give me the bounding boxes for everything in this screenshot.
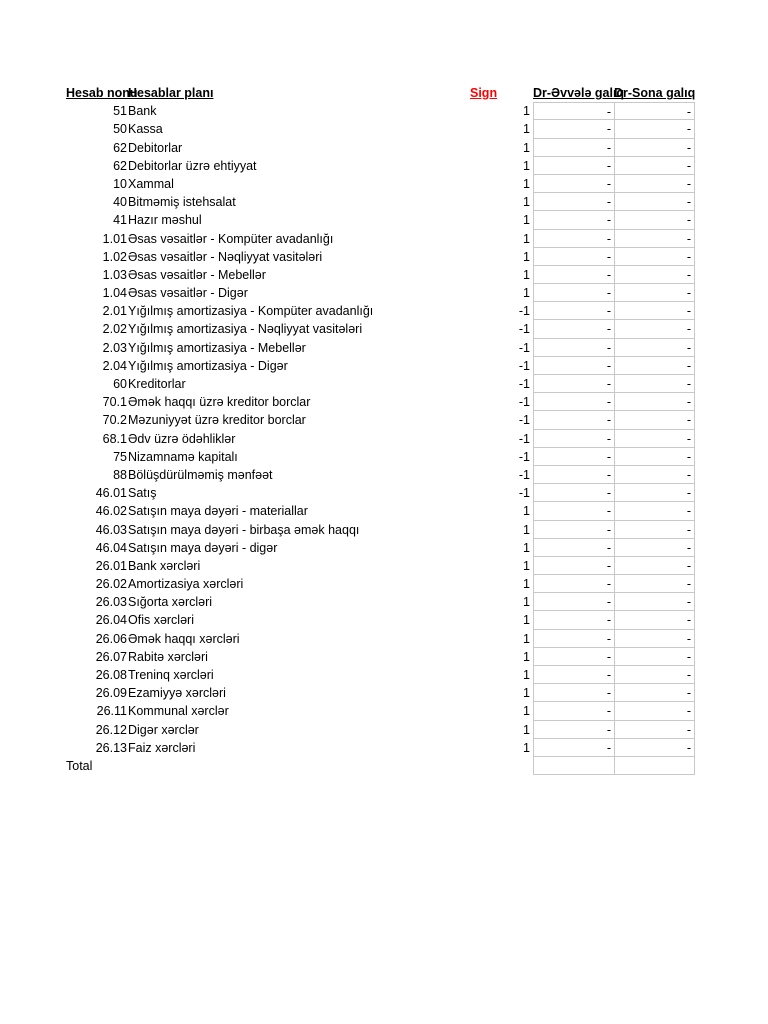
sign-cell[interactable]: 1	[523, 558, 530, 573]
total-dr-opening[interactable]	[533, 757, 614, 775]
table-row	[0, 193, 768, 211]
account-code-cell[interactable]: 41	[113, 213, 127, 228]
dr-opening-cell[interactable]: -	[533, 102, 614, 120]
table-row	[0, 139, 768, 157]
account-name-cell[interactable]: Əmək haqqı üzrə kreditor borclar	[128, 395, 311, 410]
account-name-cell[interactable]: Məzuniyyət üzrə kreditor borclar	[128, 413, 306, 428]
dr-closing-cell[interactable]: -	[614, 611, 695, 629]
dr-opening-cell[interactable]: -	[533, 539, 614, 557]
account-name-cell[interactable]: Yığılmış amortizasiya - Kompüter avadanlığı	[128, 304, 374, 319]
sign-cell[interactable]: 1	[523, 613, 530, 628]
account-code-cell[interactable]: 26.06	[95, 631, 127, 646]
account-name-cell[interactable]: Kassa	[128, 122, 163, 137]
account-name-cell[interactable]: Bitməmiş istehsalat	[128, 195, 236, 210]
table-row	[0, 557, 768, 575]
sign-cell[interactable]: -1	[518, 486, 530, 501]
table-row	[0, 320, 768, 338]
dr-opening-cell[interactable]: -	[533, 666, 614, 684]
table-row	[0, 120, 768, 138]
account-code-cell[interactable]: 26.09	[95, 686, 127, 701]
account-name-cell[interactable]: Kommunal xərclər	[128, 704, 229, 719]
account-code-cell[interactable]: 1.04	[102, 286, 127, 301]
sign-cell[interactable]: 1	[523, 540, 530, 555]
account-name-cell[interactable]: Xammal	[128, 176, 174, 191]
total-label[interactable]: Total	[66, 758, 93, 773]
account-name-cell[interactable]: Bölüşdürülməmiş mənfəət	[128, 467, 273, 482]
account-code-cell[interactable]: 26.02	[95, 577, 127, 592]
table-row	[0, 157, 768, 175]
sign-cell[interactable]: -1	[518, 377, 530, 391]
dr-closing-cell[interactable]: -	[614, 630, 695, 648]
account-name-cell[interactable]: Əsas vəsaitlər - Kompüter avadanlığı	[128, 231, 334, 246]
table-row	[0, 430, 768, 448]
sign-cell[interactable]: 1	[523, 577, 530, 592]
sign-cell[interactable]: 1	[523, 140, 530, 155]
dr-opening-cell[interactable]: -	[533, 702, 614, 720]
sign-cell[interactable]: 1	[523, 704, 530, 719]
header-account-number[interactable]: Hesab nonu	[66, 86, 138, 100]
dr-closing-cell[interactable]: -	[614, 320, 695, 338]
table-row	[0, 248, 768, 266]
account-name-cell[interactable]: Əsas vəsaitlər - Nəqliyyat vasitələri	[128, 249, 323, 264]
account-code-cell[interactable]: 26.04	[95, 613, 127, 628]
sign-cell[interactable]: 1	[523, 231, 530, 246]
account-name-cell[interactable]: Ezamiyyə xərcləri	[128, 686, 226, 701]
header-row	[0, 84, 768, 102]
dr-opening-cell[interactable]: -	[533, 266, 614, 284]
sign-cell[interactable]: 1	[523, 286, 530, 301]
dr-opening-cell[interactable]: -	[533, 466, 614, 484]
sign-cell[interactable]: -1	[518, 340, 530, 355]
total-dr-closing[interactable]	[614, 757, 695, 775]
dr-opening-cell[interactable]: -	[533, 557, 614, 575]
account-code-cell[interactable]: 88	[113, 467, 127, 482]
dr-closing-cell[interactable]: -	[614, 539, 695, 557]
dr-closing-cell[interactable]: -	[614, 702, 695, 720]
account-code-cell[interactable]: 1.03	[102, 267, 127, 282]
account-name-cell[interactable]: Əmək haqqı xərcləri	[128, 631, 240, 646]
table-row	[0, 230, 768, 248]
spreadsheet	[0, 84, 768, 775]
account-code-cell[interactable]: 2.01	[102, 304, 127, 319]
table-row	[0, 448, 768, 466]
table-row	[0, 648, 768, 666]
account-name-cell[interactable]: Bank xərcləri	[128, 558, 201, 573]
account-code-cell[interactable]: 26.07	[95, 649, 127, 664]
table-row	[0, 721, 768, 739]
account-name-cell[interactable]: Faiz xərcləri	[128, 740, 196, 755]
account-name-cell[interactable]: Amortizasiya xərcləri	[128, 577, 244, 592]
sign-cell[interactable]: 1	[523, 267, 530, 282]
dr-closing-cell[interactable]: -	[614, 648, 695, 666]
dr-closing-cell[interactable]: -	[614, 211, 695, 229]
dr-opening-cell[interactable]: -	[533, 593, 614, 611]
dr-closing-cell[interactable]: -	[614, 175, 695, 193]
account-code-cell[interactable]: 62	[113, 158, 127, 173]
sign-cell[interactable]: -1	[518, 413, 530, 428]
account-code-cell[interactable]: 26.11	[96, 704, 127, 719]
dr-closing-cell[interactable]: -	[614, 666, 695, 684]
dr-closing-cell[interactable]: -	[614, 375, 695, 393]
account-code-cell[interactable]: 68.1	[102, 431, 127, 446]
account-code-cell[interactable]: 1.01	[102, 231, 127, 246]
account-code-cell[interactable]: 26.03	[95, 595, 127, 610]
dr-opening-cell[interactable]: -	[533, 739, 614, 757]
account-name-cell[interactable]: Sığorta xərcləri	[128, 595, 213, 610]
dr-closing-cell[interactable]: -	[614, 557, 695, 575]
account-name-cell[interactable]: Yığılmış amortizasiya - Digər	[128, 358, 288, 373]
dr-closing-cell[interactable]: -	[614, 230, 695, 248]
dr-closing-cell[interactable]: -	[614, 139, 695, 157]
dr-opening-cell[interactable]: -	[533, 411, 614, 429]
account-code-cell[interactable]: 70.2	[102, 413, 127, 428]
sign-cell[interactable]: -1	[518, 358, 530, 373]
dr-closing-cell[interactable]: -	[614, 266, 695, 284]
sign-cell[interactable]: -1	[518, 449, 530, 464]
account-code-cell[interactable]: 10	[113, 176, 127, 191]
sign-cell[interactable]: 1	[523, 104, 530, 119]
table-row	[0, 102, 768, 120]
account-name-cell[interactable]: Satış	[128, 486, 157, 501]
sign-cell[interactable]: -1	[518, 431, 530, 446]
dr-opening-cell[interactable]: -	[533, 193, 614, 211]
dr-opening-cell[interactable]: -	[533, 139, 614, 157]
table-row	[0, 739, 768, 757]
account-name-cell[interactable]: Rabitə xərcləri	[128, 649, 208, 664]
dr-closing-cell[interactable]: -	[614, 575, 695, 593]
sign-cell[interactable]: 1	[523, 122, 530, 137]
dr-closing-cell[interactable]: -	[614, 593, 695, 611]
table-row	[0, 611, 768, 629]
dr-closing-cell[interactable]: -	[614, 302, 695, 320]
dr-opening-cell[interactable]: -	[533, 284, 614, 302]
account-code-cell[interactable]: 1.02	[102, 249, 127, 264]
sign-cell[interactable]: -1	[518, 467, 530, 482]
sign-cell[interactable]: 1	[523, 249, 530, 264]
dr-closing-cell[interactable]: -	[614, 339, 695, 357]
dr-opening-cell[interactable]: -	[533, 721, 614, 739]
account-name-cell[interactable]: Ofis xərcləri	[128, 613, 194, 628]
sign-cell[interactable]: 1	[523, 213, 530, 228]
table-row	[0, 666, 768, 684]
account-code-cell[interactable]: 2.03	[102, 340, 127, 355]
dr-closing-cell[interactable]: -	[614, 411, 695, 429]
table-row	[0, 211, 768, 229]
dr-opening-cell[interactable]: -	[533, 430, 614, 448]
dr-closing-cell[interactable]: -	[614, 120, 695, 138]
account-name-cell[interactable]: Yığılmış amortizasiya - Mebellər	[128, 340, 306, 355]
account-code-cell[interactable]: 46.03	[95, 522, 127, 537]
dr-closing-cell[interactable]: -	[614, 502, 695, 520]
account-code-cell[interactable]: 26.01	[95, 558, 127, 573]
sign-cell[interactable]: 1	[523, 522, 530, 537]
dr-opening-cell[interactable]: -	[533, 648, 614, 666]
account-code-cell[interactable]: 46.02	[95, 504, 127, 519]
account-name-cell[interactable]: Yığılmış amortizasiya - Nəqliyyat vasitələri	[128, 322, 363, 337]
account-code-cell[interactable]: 60	[113, 377, 127, 391]
account-name-cell[interactable]: Kreditorlar	[128, 377, 186, 391]
dr-closing-cell[interactable]: -	[614, 248, 695, 266]
total-row	[0, 757, 768, 775]
dr-opening-cell[interactable]: -	[533, 484, 614, 502]
dr-opening-cell[interactable]: -	[533, 630, 614, 648]
account-code-cell[interactable]: 46.04	[95, 540, 127, 555]
table-row	[0, 484, 768, 502]
account-name-cell[interactable]: Debitorlar	[128, 140, 183, 155]
account-code-cell[interactable]: 62	[113, 140, 127, 155]
sign-cell[interactable]: 1	[523, 649, 530, 664]
dr-opening-cell[interactable]: -	[533, 339, 614, 357]
table-row	[0, 339, 768, 357]
dr-opening-cell[interactable]: -	[533, 211, 614, 229]
dr-opening-cell[interactable]: -	[533, 230, 614, 248]
table-row	[0, 593, 768, 611]
account-name-cell[interactable]: Satışın maya dəyəri - birbaşa əmək haqqı	[128, 522, 360, 537]
dr-opening-cell[interactable]: -	[533, 611, 614, 629]
dr-closing-cell[interactable]: -	[614, 466, 695, 484]
account-name-cell[interactable]: Nizamnamə kapitalı	[128, 449, 238, 464]
account-code-cell[interactable]: 2.04	[102, 358, 127, 373]
dr-opening-cell[interactable]: -	[533, 320, 614, 338]
table-row	[0, 357, 768, 375]
table-row	[0, 175, 768, 193]
table-row	[0, 630, 768, 648]
account-name-cell[interactable]: Ədv üzrə ödəhliklər	[128, 431, 236, 446]
sign-cell[interactable]: 1	[523, 504, 530, 519]
dr-closing-cell[interactable]: -	[614, 739, 695, 757]
sign-cell[interactable]: 1	[523, 595, 530, 610]
dr-opening-cell[interactable]: -	[533, 448, 614, 466]
account-name-cell[interactable]: Bank	[128, 104, 157, 119]
account-code-cell[interactable]: 26.13	[95, 740, 127, 755]
table-row	[0, 521, 768, 539]
dr-closing-cell[interactable]: -	[614, 721, 695, 739]
table-row	[0, 684, 768, 702]
account-name-cell[interactable]: Hazır məshul	[128, 213, 202, 228]
dr-closing-cell[interactable]: -	[614, 284, 695, 302]
account-name-cell[interactable]: Satışın maya dəyəri - digər	[128, 540, 278, 555]
dr-opening-cell[interactable]: -	[533, 120, 614, 138]
sign-cell[interactable]: 1	[523, 740, 530, 755]
table-row	[0, 539, 768, 557]
dr-closing-cell[interactable]: -	[614, 684, 695, 702]
table-row	[0, 575, 768, 593]
dr-closing-cell[interactable]: -	[614, 193, 695, 211]
header-dr-opening[interactable]: Dr-Əvvələ galıq	[533, 86, 625, 100]
account-code-cell[interactable]: 2.02	[102, 322, 127, 337]
dr-closing-cell[interactable]: -	[614, 484, 695, 502]
dr-opening-cell[interactable]: -	[533, 357, 614, 375]
account-code-cell[interactable]: 70.1	[102, 395, 127, 410]
account-rows	[0, 102, 768, 757]
dr-closing-cell[interactable]: -	[614, 448, 695, 466]
table-row	[0, 393, 768, 411]
sign-cell[interactable]: -1	[518, 395, 530, 410]
dr-opening-cell[interactable]: -	[533, 248, 614, 266]
sign-cell[interactable]: -1	[518, 304, 530, 319]
dr-opening-cell[interactable]: -	[533, 502, 614, 520]
account-code-cell[interactable]: 40	[113, 195, 127, 210]
account-name-cell[interactable]: Treninq xərcləri	[128, 668, 214, 682]
table-row	[0, 466, 768, 484]
dr-opening-cell[interactable]: -	[533, 157, 614, 175]
account-code-cell[interactable]: 46.01	[95, 486, 127, 501]
header-dr-closing[interactable]: Dr-Sona galıq	[614, 86, 696, 100]
sign-cell[interactable]: 1	[523, 631, 530, 646]
dr-closing-cell[interactable]: -	[614, 157, 695, 175]
sign-cell[interactable]: 1	[523, 668, 530, 682]
dr-closing-cell[interactable]: -	[614, 430, 695, 448]
account-code-cell[interactable]: 51	[113, 104, 127, 119]
sign-cell[interactable]: 1	[523, 195, 530, 210]
dr-opening-cell[interactable]: -	[533, 521, 614, 539]
dr-opening-cell[interactable]: -	[533, 175, 614, 193]
header-account-plan[interactable]: Hesablar planı	[128, 86, 214, 100]
header-sign[interactable]: Sign	[470, 86, 498, 100]
sign-cell[interactable]: 1	[523, 176, 530, 191]
dr-closing-cell[interactable]: -	[614, 521, 695, 539]
account-name-cell[interactable]: Digər xərclər	[128, 722, 199, 737]
account-code-cell[interactable]: 50	[113, 122, 127, 137]
sign-cell[interactable]: 1	[523, 722, 530, 737]
dr-opening-cell[interactable]: -	[533, 684, 614, 702]
sign-cell[interactable]: -1	[518, 322, 530, 337]
sign-cell[interactable]: 1	[523, 158, 530, 173]
dr-closing-cell[interactable]: -	[614, 357, 695, 375]
dr-closing-cell[interactable]: -	[614, 102, 695, 120]
table-row	[0, 375, 768, 393]
account-name-cell[interactable]: Əsas vəsaitlər - Mebellər	[128, 267, 266, 282]
account-code-cell[interactable]: 26.12	[95, 722, 127, 737]
dr-opening-cell[interactable]: -	[533, 302, 614, 320]
account-code-cell[interactable]: 26.08	[95, 668, 127, 682]
table-row	[0, 411, 768, 429]
account-name-cell[interactable]: Satışın maya dəyəri - materiallar	[128, 504, 308, 519]
dr-opening-cell[interactable]: -	[533, 393, 614, 411]
table-row	[0, 284, 768, 302]
table-row	[0, 302, 768, 320]
account-name-cell[interactable]: Debitorlar üzrə ehtiyyat	[128, 158, 257, 173]
dr-opening-cell[interactable]: -	[533, 375, 614, 393]
dr-closing-cell[interactable]: -	[614, 393, 695, 411]
account-name-cell[interactable]: Əsas vəsaitlər - Digər	[128, 286, 248, 301]
account-code-cell[interactable]: 75	[113, 449, 127, 464]
dr-opening-cell[interactable]: -	[533, 575, 614, 593]
table-row	[0, 702, 768, 720]
sign-cell[interactable]: 1	[523, 686, 530, 701]
table-row	[0, 502, 768, 520]
table-row	[0, 266, 768, 284]
